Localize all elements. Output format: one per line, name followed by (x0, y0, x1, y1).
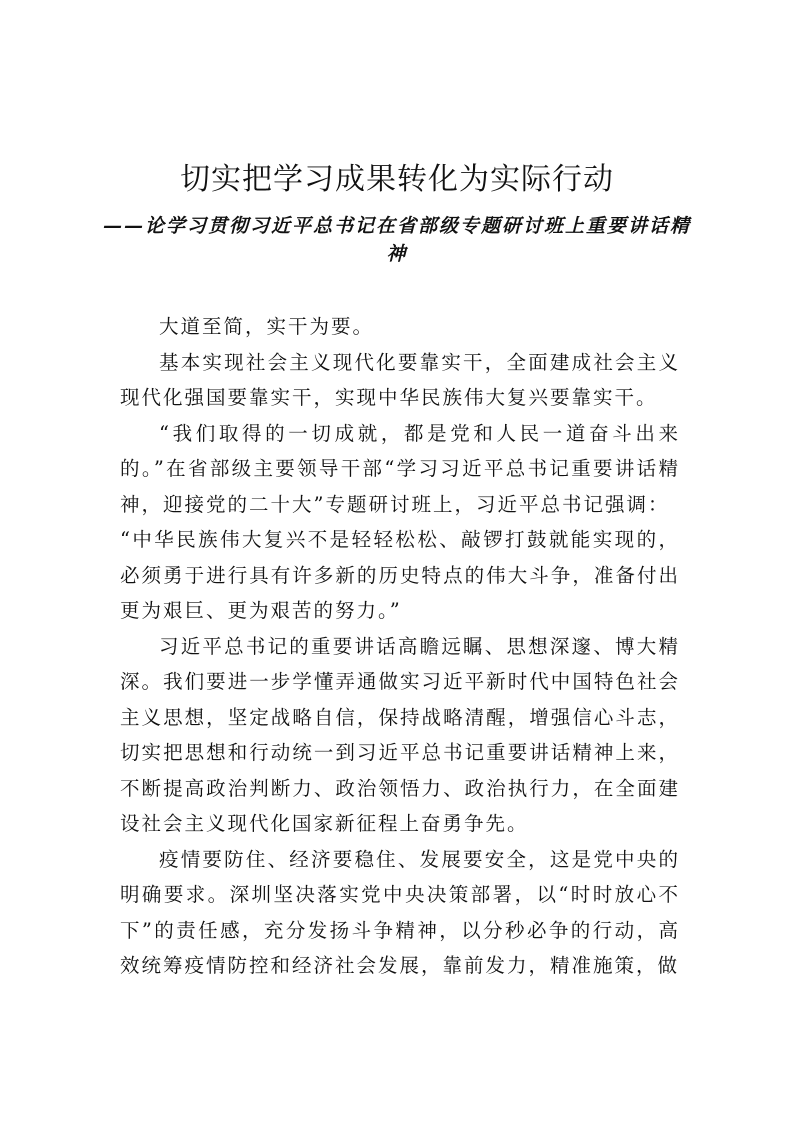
paragraph: 疫情要防住、经济要稳住、发展要安全，这是党中央的明确要求。深圳坚决落实党中央决策部署，以“时时放心不下”的责任感，充分发扬斗争精神，以分秒必争的行动，高效统筹疫情防控和经济社会发展，靠前发力，精准施策，做 (120, 847, 680, 977)
paragraph: “我们取得的一切成就，都是党和人民一道奋斗出来的。”在省部级主要领导干部“学习习近平总书记重要讲话精神，迎接党的二十大”专题研讨班上，习近平总书记强调： (120, 421, 680, 516)
quote-paragraph: “中华民族伟大复兴不是轻轻松松、敲锣打鼓就能实现的，必须勇于进行具有许多新的历史特点的伟大斗争，准备付出更为艰巨、更为艰苦的努力。” (120, 528, 680, 622)
paragraph: 习近平总书记的重要讲话高瞻远瞩、思想深邃、博大精深。我们要进一步学懂弄通做实习近平新时代中国特色社会主义思想，坚定战略自信，保持战略清醒，增强信心斗志，切实把思想和行动统一到习近平总书记重要讲话精神上来，不断提高政治判断力、政治领悟力、政治执行力，在全面建设社会主义现代化国家新征程上奋勇争先。 (120, 634, 680, 835)
paragraph: 基本实现社会主义现代化要靠实干，全面建成社会主义现代化强国要靠实干，实现中华民族伟大复兴要靠实干。 (120, 350, 680, 409)
document-subtitle: ——论学习贯彻习近平总书记在省部级专题研讨班上重要讲话精神 (102, 215, 691, 265)
document-title: 切实把学习成果转化为实际行动 (180, 162, 614, 197)
paragraph: 大道至简，实干为要。 (159, 315, 375, 338)
document-body (120, 309, 680, 984)
